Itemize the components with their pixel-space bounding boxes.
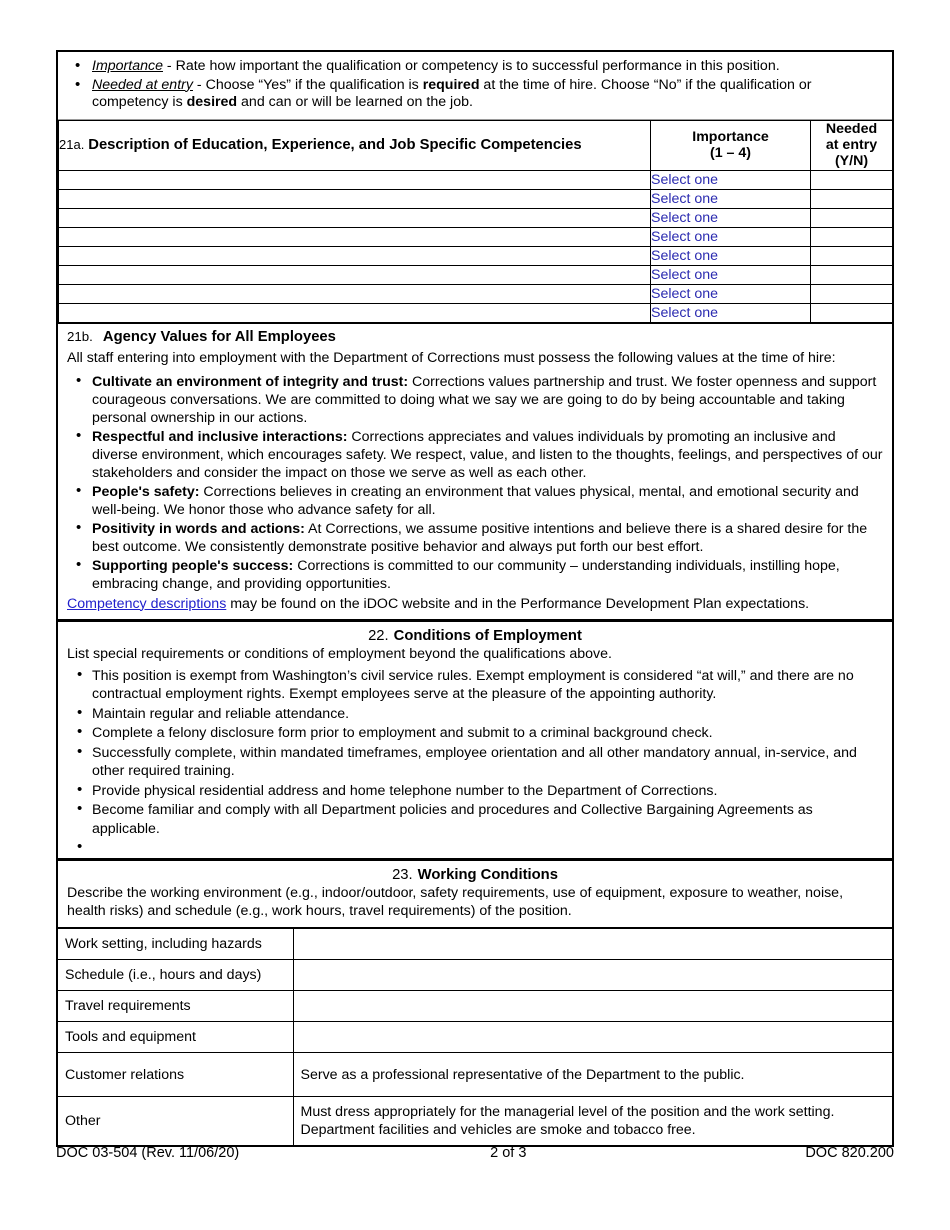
needed-at-entry-cell[interactable] [811,189,893,208]
section-22-lead: List special requirements or conditions of employment beyond the qualifications above. [67,645,612,662]
page-footer [56,1145,894,1161]
instruction-bullet-importance [66,58,884,76]
section-23-working-conditions [56,861,894,927]
competency-link-trailing-text: may be found on the iDOC website and in the Performance Development Plan expectations. [226,595,810,612]
importance-select[interactable]: Select one [651,246,811,265]
column-header-importance-line1: Importance [692,129,769,145]
column-header-needed-at-entry [811,120,893,170]
needed-at-entry-cell[interactable] [811,246,893,265]
competency-row [59,284,893,303]
condition-item [67,839,883,851]
agency-value-text: At Corrections, we assume positive intentions and believe there is a shared desire for the best outcome. We consistently demonstrate positive behavior and always put forth our best effort. [92,520,868,555]
condition-item: • Maintain regular and reliable attendance. [67,705,883,724]
instruction-text-importance: - Rate how important the qualification or competency is to successful performance in this position. [162,58,780,74]
column-header-description [59,120,651,170]
column-header-needed-line1: Needed [825,121,878,137]
agency-value-item [67,520,883,556]
agency-value-item [67,483,883,519]
competency-row [59,246,893,265]
competency-row [59,208,893,227]
working-condition-row [57,991,893,1022]
column-header-needed-line3: (Y/N) [834,153,869,169]
agency-value-item [67,557,883,593]
working-condition-row [57,960,893,991]
condition-item: • Complete a felony disclosure form prior to employment and submit to a criminal background check. [67,724,883,743]
agency-value-name: People's safety: [92,483,200,500]
importance-select[interactable]: Select one [651,227,811,246]
column-header-needed-line2: at entry [825,137,878,153]
competency-row [59,265,893,284]
agency-value-text: Corrections is committed to our community – understanding individuals, instilling hope, embracing change, and providing opportunities. [92,557,840,592]
competencies-table [58,120,893,323]
working-condition-value[interactable] [293,960,893,991]
competencies-table-header-row [59,120,893,170]
agency-value-text: Corrections believes in creating an environment that values physical, mental, and emotional security and well-being. We honor those who advance safety for all. [92,483,859,518]
working-condition-value[interactable] [293,1022,893,1053]
working-condition-value[interactable] [293,928,893,960]
importance-select[interactable]: Select one [651,208,811,227]
section-title-23: Working Conditions [417,867,558,883]
section-21b-agency-values [56,323,894,622]
competency-row [59,189,893,208]
working-condition-row [57,1022,893,1053]
working-condition-label: Customer relations [57,1053,293,1097]
competencies-table-body [59,170,893,322]
condition-item: • Successfully complete, within mandated timeframes, employee orientation and all other mandatory annual, in-service, and other required training. [67,744,883,781]
needed-at-entry-cell[interactable] [811,265,893,284]
footer-policy-number: DOC 820.200 [805,1145,894,1161]
condition-item: • This position is exempt from Washington’s civil service rules. Exempt employment is considered “at will,” and there are no contractual employment rights. Exempt employees serve at the pleasure of the appointing authority. [67,667,883,704]
condition-item: • Provide physical residential address and home telephone number to the Department of Corrections. [67,782,883,801]
column-header-importance-line2: (1 – 4) [709,145,751,161]
footer-page-number: 2 of 3 [490,1145,527,1161]
agency-value-name: Cultivate an environment of integrity and trust: [92,373,409,390]
working-condition-label: Tools and equipment [57,1022,293,1053]
needed-at-entry-cell[interactable] [811,208,893,227]
agency-value-text: Corrections appreciates and values individuals by promoting an inclusive and diverse environment, which encourages safety. We respect, value, and listen to the thoughts, feelings, and perspectives of our stakeholders and consider the impact on those we serve as well as each other. [92,428,883,481]
column-header-description-label: Description of Education, Experience, and Job Specific Competencies [88,137,582,153]
competency-row [59,170,893,189]
competency-row [59,303,893,322]
competency-description-cell[interactable] [59,246,651,265]
competency-description-cell[interactable] [59,265,651,284]
agency-value-item [67,428,883,482]
competency-row [59,227,893,246]
instruction-lead-needed-at-entry: Needed at entry [92,76,193,93]
footer-form-number: DOC 03-504 (Rev. 11/06/20) [56,1145,240,1161]
competency-description-cell[interactable] [59,189,651,208]
instructions-block [56,50,894,323]
working-condition-value[interactable]: Serve as a professional representative of the Department to the public. [293,1053,893,1097]
conditions-list [67,667,883,852]
importance-select[interactable]: Select one [651,284,811,303]
section-21b-lead: All staff entering into employment with the Department of Corrections must possess the following values at the time of hire: [67,349,836,366]
competency-link-line [67,595,883,613]
working-condition-row [57,1097,893,1147]
section-number-21b: 21b. [67,328,93,344]
working-condition-row [57,1053,893,1097]
section-22-heading [67,628,883,644]
instructions-bullets [58,52,892,120]
needed-at-entry-cell[interactable] [811,284,893,303]
section-22-conditions-of-employment [56,622,894,862]
importance-select[interactable]: Select one [651,303,811,322]
competency-description-cell[interactable] [59,170,651,189]
competency-descriptions-link[interactable]: Competency descriptions [67,595,227,612]
agency-value-name: Respectful and inclusive interactions: [92,428,348,445]
working-condition-value[interactable]: Must dress appropriately for the managerial level of the position and the work setting. Department facilities and vehicles are smoke and tobacco free. [293,1097,893,1147]
section-number-23: 23. [392,867,413,883]
agency-values-list [67,373,883,593]
working-condition-label: Other [57,1097,293,1147]
working-condition-label: Schedule (i.e., hours and days) [57,960,293,991]
agency-value-text: Corrections values partnership and trust. We foster openness and support courageous conversations. We are committed to doing what we say we are going to do by being accountable and taking personal ownership in our actions. [92,373,877,426]
needed-at-entry-cell[interactable] [811,303,893,322]
section-23-lead: Describe the working environment (e.g., indoor/outdoor, safety requirements, use of equipment, exposure to weather, noise, health risks) and schedule (e.g., work hours, travel requirements) of the position. [67,885,844,919]
section-number-21a: 21a. [59,137,85,152]
competency-description-cell[interactable] [59,284,651,303]
competency-description-cell[interactable] [59,227,651,246]
instruction-lead-importance: Importance [92,58,163,74]
working-condition-label: Travel requirements [57,991,293,1022]
column-header-importance [651,120,811,170]
instruction-bullet-needed-at-entry [66,77,884,112]
section-23-heading [67,867,883,883]
section-number-22: 22. [368,627,389,644]
agency-value-name: Supporting people's success: [92,557,294,574]
competency-description-cell[interactable] [59,303,651,322]
importance-select[interactable]: Select one [651,170,811,189]
instruction-text-needed-at-entry: - Choose “Yes” if the qualification is required at the time of hire. Choose “No” if the qualification or competency is desired and can or will be learned on the job. [92,76,812,110]
section-title-22: Conditions of Employment [393,627,582,644]
section-21b-heading [67,329,883,345]
working-condition-row [57,928,893,960]
working-condition-label: Work setting, including hazards [57,928,293,960]
needed-at-entry-cell[interactable] [811,170,893,189]
importance-select[interactable]: Select one [651,265,811,284]
condition-item: • Become familiar and comply with all Department policies and procedures and Collective Bargaining Agreements as applicable. [67,801,883,838]
form-page [56,50,894,1147]
competency-description-cell[interactable] [59,208,651,227]
section-title-21b: Agency Values for All Employees [102,328,336,345]
agency-value-name: Positivity in words and actions: [92,520,305,537]
working-conditions-table-body [57,928,893,1146]
working-conditions-table [56,927,894,1147]
importance-select[interactable]: Select one [651,189,811,208]
needed-at-entry-cell[interactable] [811,227,893,246]
working-condition-value[interactable] [293,991,893,1022]
agency-value-item [67,373,883,427]
